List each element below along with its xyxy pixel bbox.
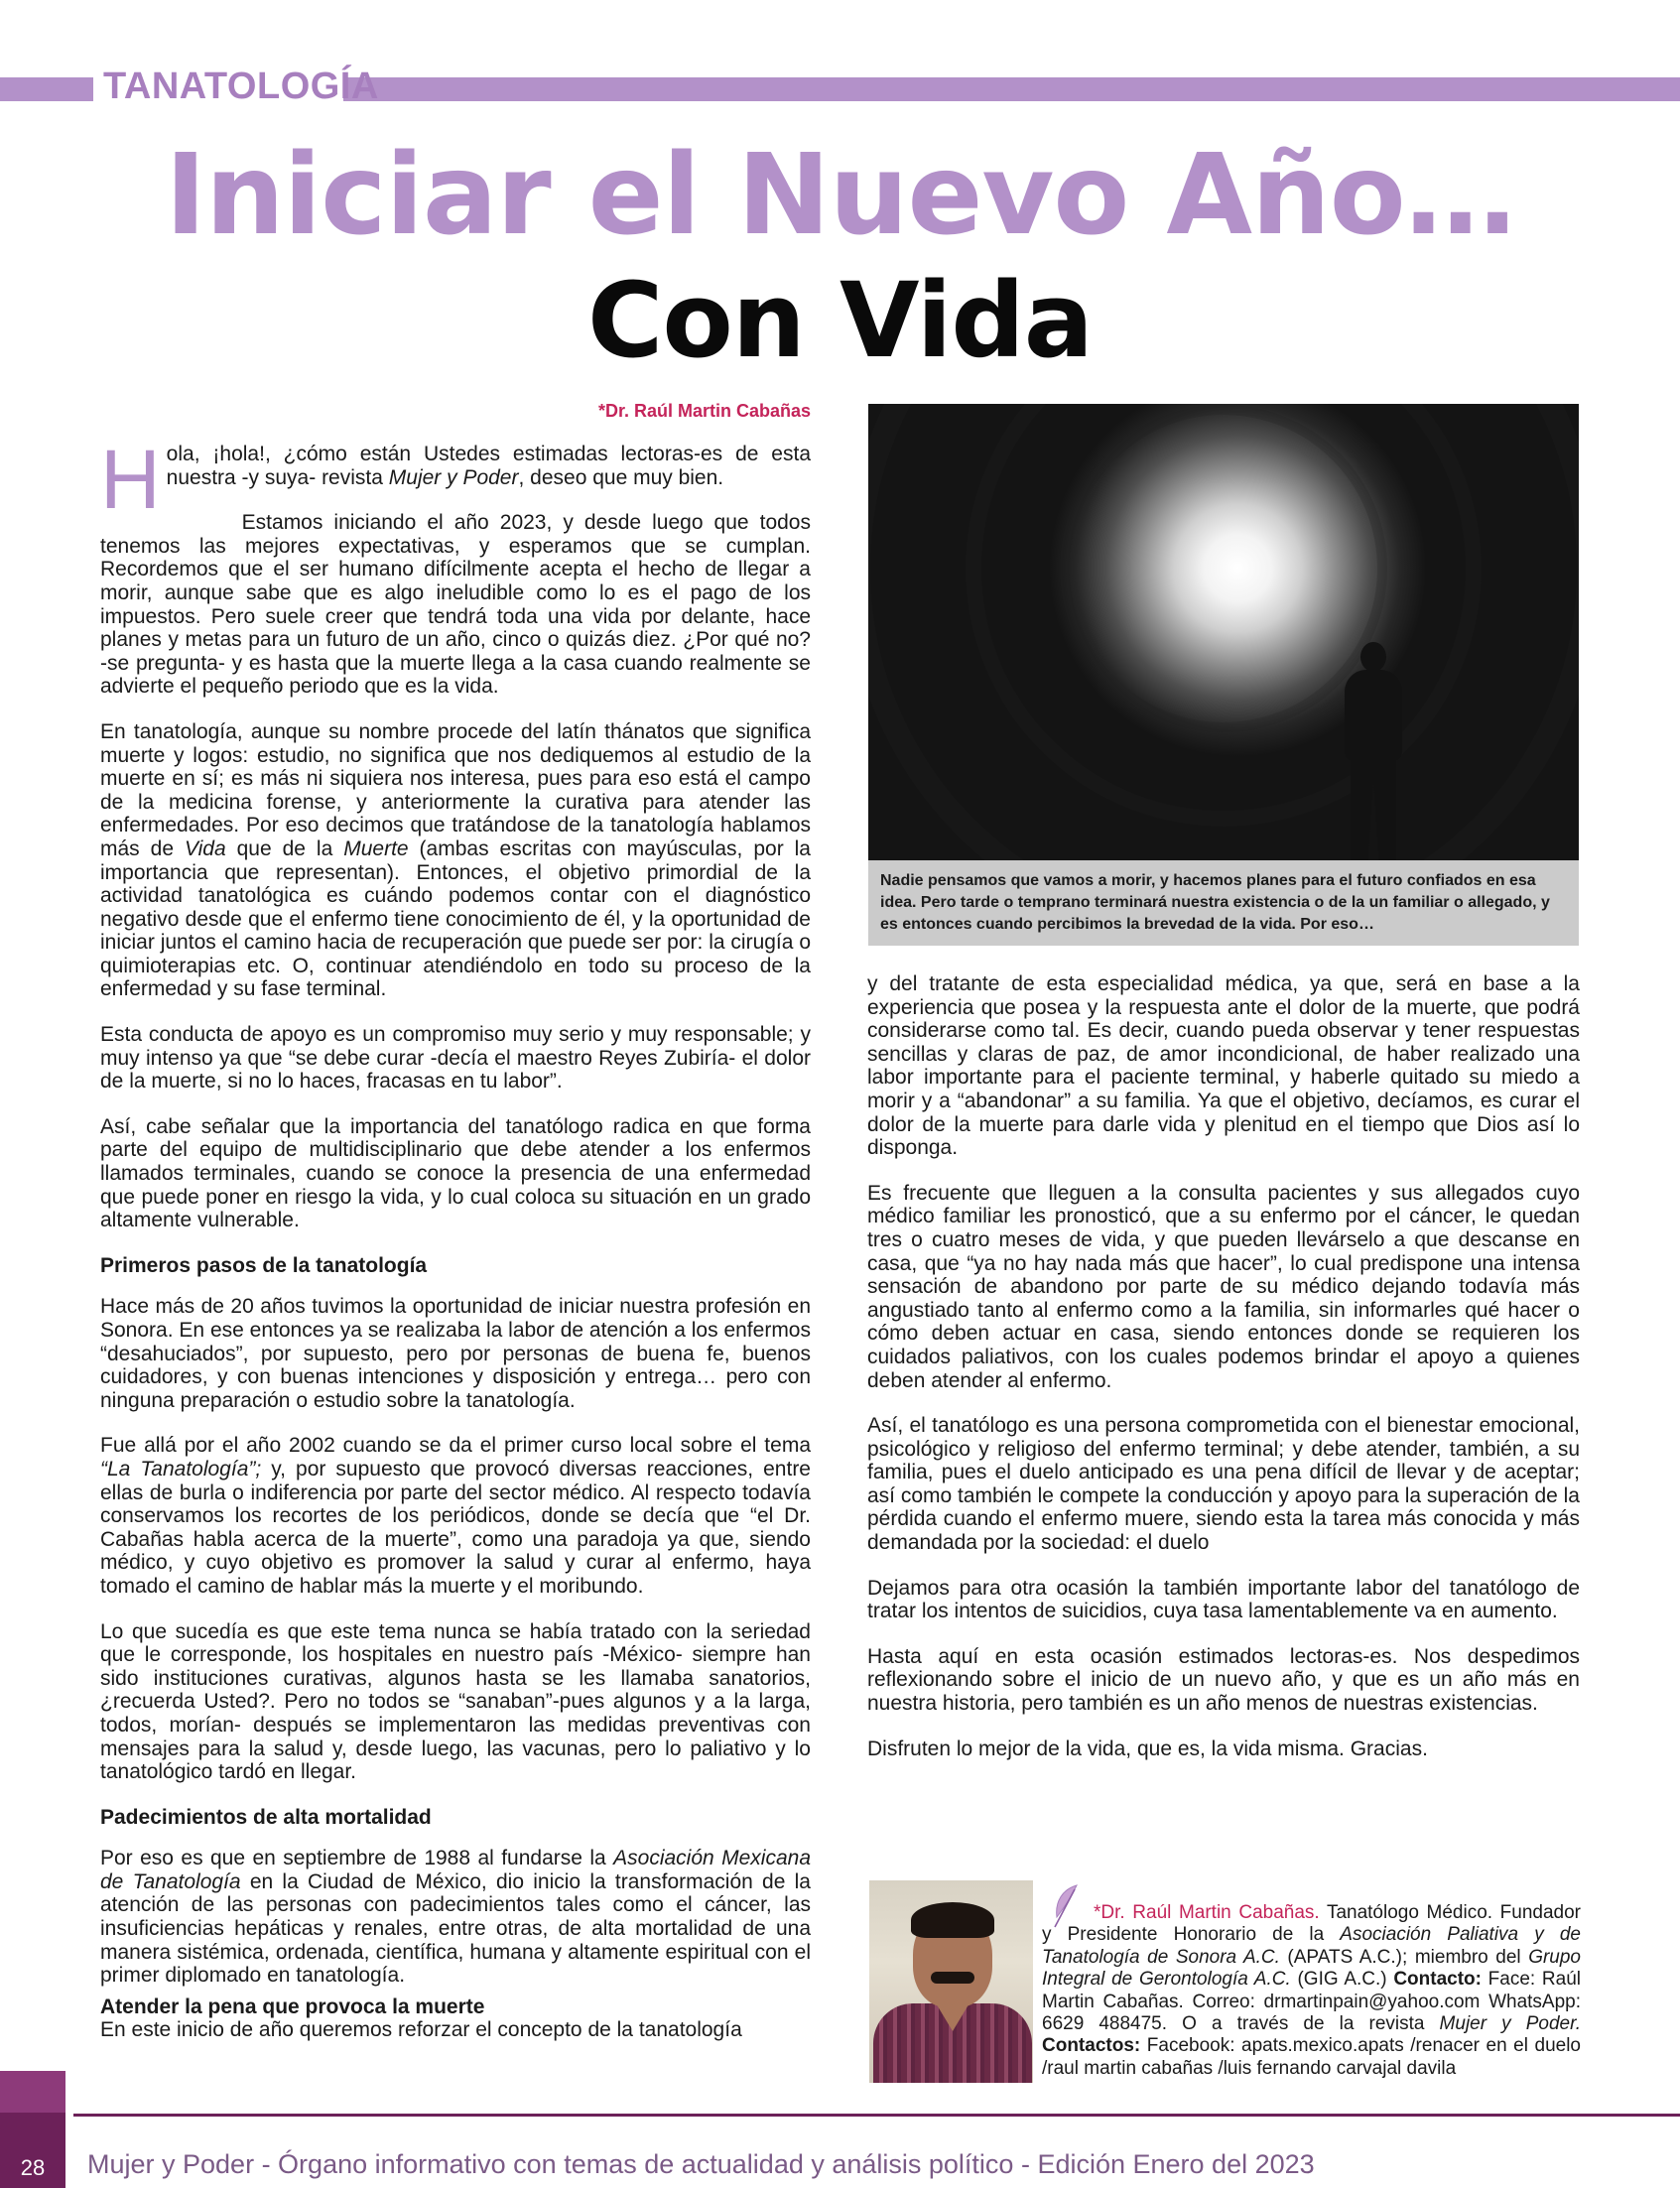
paragraph-6: Hace más de 20 años tuvimos la oportunidad de iniciar nuestra profesión en Sonora. En ese entonces ya se realizaba la labor de atención a los enfermos “desahuciados”, por supuesto, pero por personas de buena fe, buenos cuidadores, y con buenas intenciones y disposición y entrega… pero con ninguna preparación o estudio sobre la tanatología. [100, 1295, 811, 1412]
right-paragraph-6: Disfruten lo mejor de la vida, que es, la vida misma. Gracias. [867, 1737, 1428, 1760]
right-paragraph-1: y del tratante de esta especialidad médica, ya que, será en base a la experiencia que posea y la respuesta ante el dolor de la muerte, que podrá considerarse como tal. Es decir, cuando pueda observar y tener respuestas sencillas y claras de paz, de amor incondicional, de haber realizado una labor importante para el paciente terminal, y haberle quitado su miedo a morir y a “abandonar” a su familia. Ya que el objetivo, decíamos, es curar el dolor de la muerte para darle vida y plenitud en el tiempo que Dios así lo disponga. [867, 972, 1580, 1160]
footer-rule [73, 2114, 1680, 2117]
right-paragraph-4: Dejamos para otra ocasión la también importante labor del tanatólogo de tratar los intentos de suicidios, cuya tasa lamentablemente va en aumento. [867, 1576, 1580, 1623]
paragraph-3 [100, 720, 811, 1001]
photo-caption: Nadie pensamos que vamos a morir, y hacemos planes para el futuro confiados en esa idea. Pero tarde o temprano terminará nuestra existencia o de la un familiar o allegado, y es entonces cuando percibimos la brevedad de la vida. Por eso… [868, 860, 1579, 946]
author-contacts-label: Contactos: [1042, 2035, 1141, 2057]
intro-text-b: , deseo que muy bien. [518, 465, 724, 489]
paragraph-7-italic: “La Tanatología”; [100, 1457, 262, 1480]
paragraph-9 [100, 1847, 811, 1988]
author-portrait-photo [869, 1880, 1033, 2083]
author-bio [1042, 1902, 1581, 2080]
paragraph-3-vida: Vida [184, 837, 226, 860]
author-bio-magazine: Mujer y Poder. [1439, 2013, 1581, 2035]
right-paragraph-5: Hasta aquí en esta ocasión estimados lectoras-es. Nos despedimos reflexionando sobre el inicio de un nuevo año, y que es un año más en nuestra historia, pero también es un año menos de nuestras existencias. [867, 1644, 1580, 1716]
right-paragraph-2: Es frecuente que lleguen a la consulta pacientes y sus allegados cuyo médico familiar les pronosticó, que a su enfermo por el cáncer, le quedan tres o cuatro meses de vida, y que pueden llevárselo a que descanse en casa, que “ya no hay nada más que hacer”, lo cual predispone una intensa sensación de abandono por parte de su médico dejando todavía más angustiado tanto al enfermo como a la familia, sin informarles qué hacer o cómo deben actuar en casa, siendo entonces donde se requieren los cuidados paliativos, con los cuales podemos brindar el apoyo a quienes deben atender al enfermo. [867, 1181, 1580, 1392]
article-title-line1: Iniciar el Nuevo Año… [165, 131, 1515, 260]
tunnel-silhouette-photo [868, 404, 1579, 860]
paragraph-3-c: (ambas escritas con mayúsculas, por la importancia que representan). Entonces, el objetivo primordial de la actividad tanatológica es cuándo podemos contar con el diagnóstico negativo desde que el enfermo tiene conocimiento de él, y la oportunidad de iniciar juntos el camino hacia de recuperación que puede ser por: la cirugía o quimioterapias etc. O, continuar atendiéndolo en todo su proceso de la enfermedad y su fase terminal. [100, 837, 811, 1001]
author-contact-label: Contacto: [1393, 1969, 1482, 1991]
paragraph-3-b: que de la [225, 837, 344, 860]
paragraph-9-b: en la Ciudad de México, dio inicio la transformación de la atención de las personas con padecimientos tales como el cáncer, las insuficiencias hepáticas y renales, entre otras, de alta mortalidad de una manera sistémica, ordenada, científica, humana y altamente espiritual con el primer diplomado en tanatología. [100, 1869, 811, 1988]
author-contact-details: Face: Raúl Martin Cabañas. Correo: drmartinpain@yahoo.com WhatsApp: 6629 488475. O a través de la revista [1042, 1969, 1581, 2035]
paragraph-9-italic: Asociación Mexicana de Tanatología [100, 1847, 811, 1893]
section-bar-right [343, 77, 1680, 101]
left-column [100, 401, 811, 2064]
paragraph-3-a: En tanatología, aunque su nombre procede del latín thánatos que significa muerte y logos: estudio, no significa que nos dediquemos al estudio de la muerte en sí; es más ni siquiera nos interesa, pues para eso está el campo de la medicina forense, y anteriormente la curativa para atender las enfermedades. Por eso decimos que tratándose de la tanatología hablamos más de [100, 719, 811, 860]
paragraph-2: Estamos iniciando el año 2023, y desde luego que todos tenemos las mejores expectativas, y esperamos que se cumplan. Recordemos que el ser humano difícilmente acepta el hecho de llegar a morir, aunque sabe que es algo ineludible como lo es el pago de los impuestos. Pero suele creer que tendrá toda una vida por delante, hace planes y metas para un futuro de un año, cinco o quizás diez. ¿Por qué no? -se pregunta- y es hasta que la muerte llega a la casa cuando realmente se advierte el pequeño periodo que es la vida. [100, 511, 811, 699]
paragraph-3-muerte: Muerte [343, 837, 409, 860]
page-number: 28 [20, 2155, 46, 2180]
tunnel-ring [868, 404, 1579, 860]
author-hair [911, 1902, 994, 1938]
paragraph-7-a: Fue allá por el año 2002 cuando se da el primer curso local sobre el tema [100, 1434, 811, 1458]
author-bio-t3: (GIG A.C.) [1290, 1969, 1394, 1991]
footer-text: Mujer y Poder - Órgano informativo con temas de actualidad y análisis político - Edición Enero del 2023 [87, 2149, 1315, 2179]
paragraph-10: En este inicio de año queremos reforzar el concepto de la tanatología [100, 2018, 742, 2042]
intro-magazine-name: Mujer y Poder [388, 465, 519, 489]
intro-paragraph [100, 433, 811, 526]
subheading-atender-la-pena: Atender la pena que provoca la muerte [100, 1995, 485, 2018]
author-name: *Dr. Raúl Martin Cabañas. [1094, 1902, 1320, 1923]
section-label: TANATOLOGÍA [103, 65, 379, 107]
paragraph-9-a: Por eso es que en septiembre de 1988 al fundarse la [100, 1847, 614, 1870]
right-paragraph-3: Así, el tanatólogo es una persona comprometida con el bienestar emocional, psicológico y religioso del enfermo terminal; y debe atender, también, a su familia, pues el duelo anticipado es una pena difícil de llevar y de aceptar; así como también le compete la conducción y apoyo para la superación de la pérdida cuando el enfermo muere, siendo esta la tarea más conocida y más demandada por la sociedad: el duelo [867, 1414, 1580, 1555]
silhouette-body [1345, 670, 1402, 761]
subheading-primeros-pasos: Primeros pasos de la tanatología [100, 1253, 428, 1277]
paragraph-8: Lo que sucedía es que este tema nunca se había tratado con la seriedad que le corresponde, los hospitales en nuestro país -México- siempre han sido instituciones curativas, algunos hasta se les llamaba sanatorios, ¿recuerda Usted?. Pero no todos se “sanaban”-pues algunos y a la larga, todos, morían- después se implementaron las medidas preventivas con mensajes para la salud y, desde luego, las vacunas, pero lo paliativo y lo tanatológico tardó en llegar. [100, 1619, 811, 1784]
section-bar-left [0, 77, 93, 101]
intro-text-a: ola, ¡hola!, ¿cómo están Ustedes estimadas lectoras-es de esta nuestra -y suya- revista [166, 443, 811, 489]
paragraph-7 [100, 1434, 811, 1598]
article-title-line2: Con Vida [587, 260, 1093, 381]
byline: *Dr. Raúl Martin Cabañas [597, 401, 811, 421]
right-column [867, 972, 1580, 1782]
author-contacts-details: Facebook: apats.mexico.apats /renacer en el duelo /raul martin cabañas /luis fernando carvajal davila [1042, 2035, 1581, 2079]
paragraph-5: Así, cabe señalar que la importancia del tanatólogo radica en que forma parte del equipo de multidisciplinario que debe atender a los enfermos llamados terminales, cuando se conoce la presencia de una enfermedad que puede poner en riesgo la vida, y lo cual coloca su situación en un grado altamente vulnerable. [100, 1114, 811, 1232]
author-bio-t1: Tanatólogo Médico. Fundador y Presidente Honorario de la [1042, 1902, 1581, 1946]
author-bio-apats: Asociación Paliativa y de Tanatología de Sonora A.C. [1042, 1924, 1581, 1968]
author-bio-gig: Grupo Integral de Gerontología A.C. [1042, 1946, 1581, 1991]
paragraph-7-b: y, por supuesto que provocó diversas reacciones, entre ellas de burla o indiferencia por parte del sector médico. Al respecto todavía conservamos los recortes de los periódicos, donde se decía que “el Dr. Cabañas habla acerca de la muerte”, como una paradoja ya que, siendo médico, y cuyo objetivo es promover la salud y curar al enfermo, haya tomado el camino de hablar más la muerte y el moribundo. [100, 1457, 811, 1598]
author-bio-t2: (APATS A.C.); miembro del [1279, 1946, 1529, 1968]
subheading-padecimientos: Padecimientos de alta mortalidad [100, 1805, 432, 1829]
silhouette-head [1360, 642, 1386, 672]
author-mustache [931, 1972, 974, 1984]
drop-cap: H [100, 433, 161, 526]
paragraph-4: Esta conducta de apoyo es un compromiso muy serio y muy responsable; y muy intenso ya que “se debe curar -decía el maestro Reyes Zubiría- el dolor de la muerte, si no lo haces, fracasas en tu labor”. [100, 1023, 811, 1094]
page-number-box-accent [0, 2071, 65, 2113]
